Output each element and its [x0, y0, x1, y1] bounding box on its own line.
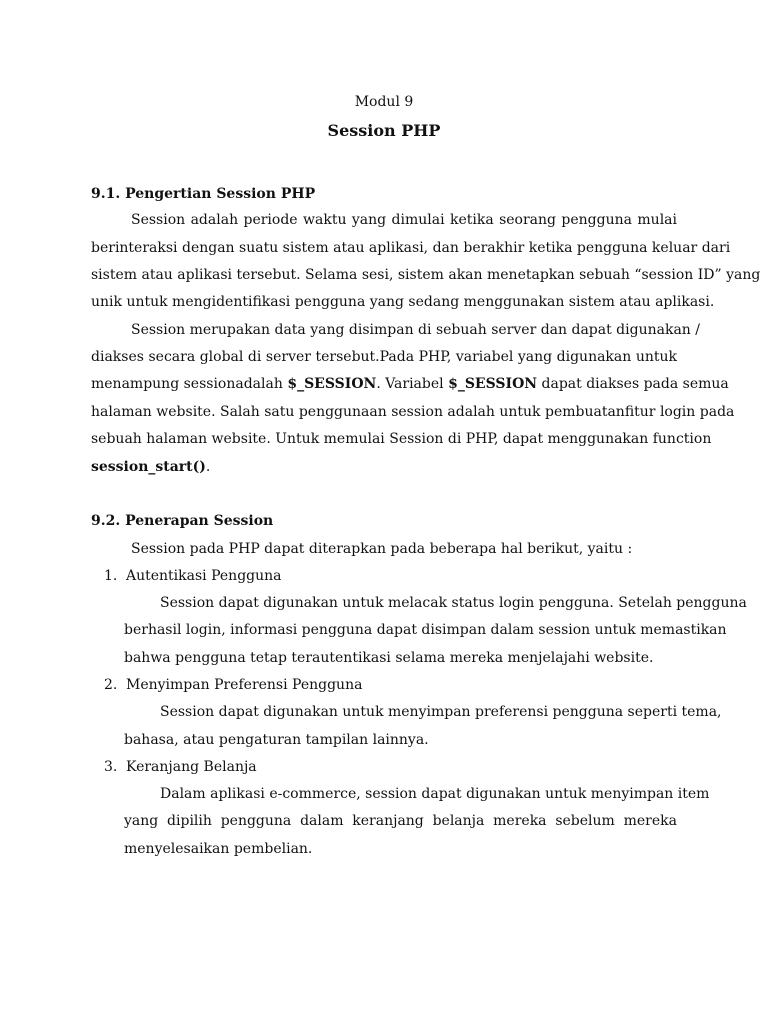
- paragraph-line: berinteraksi dengan suatu sistem atau aplikasi, dan berakhir ketika pengguna keluar dari: [91, 240, 731, 256]
- text-segment: .: [205, 459, 211, 475]
- page-title: Session PHP: [327, 121, 441, 140]
- list-item-title: Menyimpan Preferensi Pengguna: [126, 677, 363, 693]
- list-item-title: Keranjang Belanja: [126, 759, 257, 775]
- section-intro: Session pada PHP dapat diterapkan pada beberapa hal berikut, yaitu :: [131, 541, 633, 557]
- text-segment: dapat diakses pada semua: [537, 376, 729, 392]
- paragraph-line: sistem atau aplikasi tersebut. Selama sesi, sistem akan menetapkan sebuah “session ID” yang: [91, 267, 761, 283]
- list-item-title: Autentikasi Pengguna: [126, 568, 282, 584]
- paragraph-line: Session merupakan data yang disimpan di sebuah server dan dapat digunakan /: [131, 322, 700, 338]
- paragraph-line: sebuah halaman website. Untuk memulai Session di PHP, dapat menggunakan function: [91, 431, 712, 447]
- section-heading-9-2: 9.2. Penerapan Session: [91, 513, 274, 529]
- list-item-line: bahasa, atau pengaturan tampilan lainnya.: [124, 732, 429, 748]
- paragraph-line: [91, 458, 210, 476]
- paragraph-line: halaman website. Salah satu penggunaan session adalah untuk pembuatanfitur login pada: [91, 404, 735, 420]
- list-item-line: Dalam aplikasi e-commerce, session dapat digunakan untuk menyimpan item: [160, 786, 710, 802]
- list-number: 1.: [104, 568, 118, 584]
- list-item-line: Session dapat digunakan untuk menyimpan preferensi pengguna seperti tema,: [160, 704, 722, 720]
- list-item-line: berhasil login, informasi pengguna dapat disimpan dalam session untuk memastikan: [124, 622, 727, 638]
- code-term: $_SESSION: [448, 376, 538, 392]
- code-term: session_start(): [91, 459, 206, 475]
- list-item-line: menyelesaikan pembelian.: [124, 841, 313, 857]
- module-label: Modul 9: [354, 94, 414, 110]
- paragraph-line: diakses secara global di server tersebut.Pada PHP, variabel yang digunakan untuk: [91, 349, 677, 365]
- list-item-line: yang dipilih pengguna dalam keranjang belanja mereka sebelum mereka: [124, 813, 677, 829]
- section-heading-9-1: 9.1. Pengertian Session PHP: [91, 186, 316, 202]
- list-item-line: bahwa pengguna tetap terautentikasi selama mereka menjelajahi website.: [124, 650, 654, 666]
- code-term: $_SESSION: [287, 376, 377, 392]
- text-segment: . Variabel: [376, 376, 449, 392]
- list-item-line: Session dapat digunakan untuk melacak status login pengguna. Setelah pengguna: [160, 595, 747, 611]
- list-number: 2.: [104, 677, 118, 693]
- text-segment: menampung sessionadalah: [91, 376, 288, 392]
- list-number: 3.: [104, 759, 118, 775]
- paragraph-line: [91, 375, 729, 393]
- paragraph-line: Session adalah periode waktu yang dimulai ketika seorang pengguna mulai: [131, 212, 677, 228]
- paragraph-line: unik untuk mengidentifikasi pengguna yang sedang menggunakan sistem atau aplikasi.: [91, 294, 715, 310]
